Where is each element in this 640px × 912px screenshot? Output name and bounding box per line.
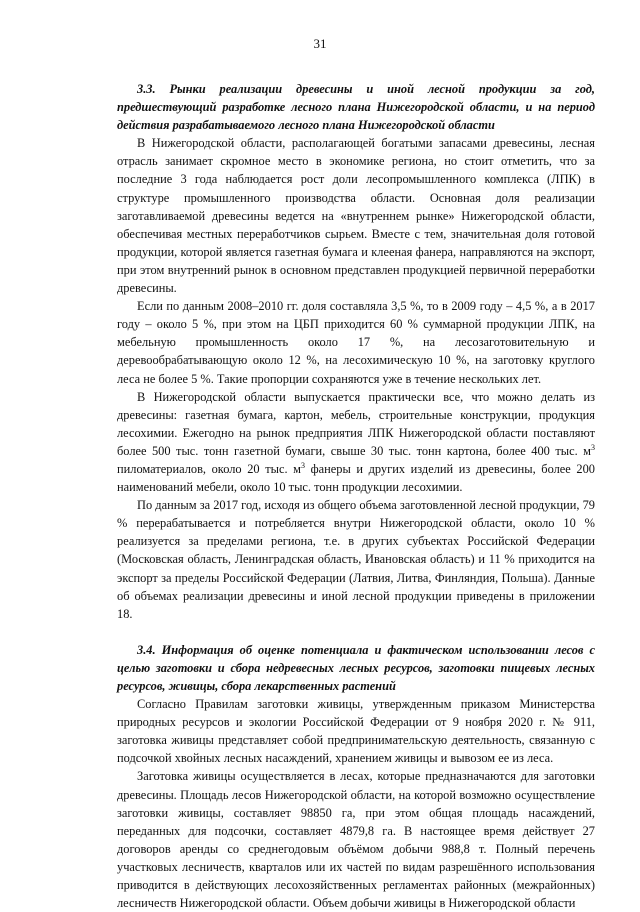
section-spacer [117,623,595,641]
paragraph-text: В Нижегородской области выпускается практически все, что можно делать из древесины: газетная бумага, картон, мебель, строительные конструкции, продукция лесохимии. Ежегодно на рынок предприятия ЛПК Нижегородской области поставляют более 500 тыс. тонн газетной бумаги, свыше 30 тыс. тонн картона, более 400 тыс. м [117,389,595,458]
superscript: 3 [300,460,305,470]
paragraph: В Нижегородской области, располагающей богатыми запасами древесины, лесная отрасль занимает скромное место в экономике региона, но стоит отметить, что за последние 3 года наблюдается рост доли лесопромышленного комплекса (ЛПК) в структуре промышленного производства области. Основная доля реализации заготавливаемой древесины ведется на «внутреннем рынке» Нижегородской области, обеспечивая местных переработчиков сырьем. Вместе с тем, значительная доля готовой продукции, которой является газетная бумага и клееная фанера, направляются на экспорт, при этом внутренний рынок в основном представлен продукцией первичной переработки древесины. [117,136,595,296]
paragraph-text: фанеры и других изделий из древесины, более 200 наименований мебели, около 10 тыс. тонн продукции лесохимии. [117,461,595,495]
paragraph: По данным за 2017 год, исходя из общего объема заготовленной лесной продукции, 79 % перерабатывается и потребляется внутри Нижегородской области, около 10 % реализуется за пределами региона, т.е. в других субъектах Российской Федерации (Московская область, Ленинградская область, Ивановская область) и 11 % приходится на экспорт за пределы Российской Федерации (Латвия, Литва, Финляндия, Польша). Данные об объемах реализации древесины и иной лесной продукции приведены в приложении 18. [117,498,595,621]
paragraph-text: пиломатериалов, около 20 тыс. м [117,461,301,476]
superscript: 3 [591,442,595,452]
paragraph-products [117,388,595,497]
paragraph: Заготовка живицы осуществляется в лесах, которые предназначаются для заготовки древесины. Площадь лесов Нижегородской области, на которой возможно осуществление заготовки живицы, составляет 98850 га, при этом общая площадь насаждений, переданных для подсочки, составляет 4879,8 га. В настоящее время действует 27 договоров аренды со среднегодовым объёмом добычи 988,8 т. Полный перечень участковых лесничеств, кварталов или их частей по видам разрешённого использования приводится в действующих лесохозяйственных регламентах районных (межрайонных) лесничеств Нижегородской области. Объем добычи живицы в Нижегородской области [117,769,595,911]
paragraph: Если по данным 2008–2010 гг. доля составляла 3,5 %, то в 2009 году – 4,5 %, а в 2017 году – около 5 %, при этом на ЦБП приходится 60 % суммарной продукции ЛПК, на мебельную промышленность около 17 %, на лесозаготовительную и деревообрабатывающую около 12 %, на лесохимическую 10 %, на заготовку круглого леса не более 5 %. Такие пропорции сохраняются уже в течение нескольких лет. [117,299,595,386]
page-number: 31 [313,36,327,51]
paragraph: Согласно Правилам заготовки живицы, утвержденным приказом Министерства природных ресурсов и экологии Российской Федерации от 9 ноября 2020 г. № 911, заготовка живицы представляет собой предпринимательскую деятельность, связанную с подсочкой хвойных лесных насаждений, хранением живицы и вывозом ее из леса. [117,697,595,766]
section-heading-3-4: 3.4. Информация об оценке потенциала и фактическом использовании лесов с целью заготовки и сбора недревесных лесных ресурсов, заготовки пищевых лесных ресурсов, живицы, сбора лекарственных растений [117,642,595,693]
page-body [117,80,595,912]
section-heading-3-3: 3.3. Рынки реализации древесины и иной лесной продукции за год, предшествующий разработке лесного плана Нижегородской области, и на период действия разрабатываемого лесного плана Нижегородской области [117,82,595,133]
